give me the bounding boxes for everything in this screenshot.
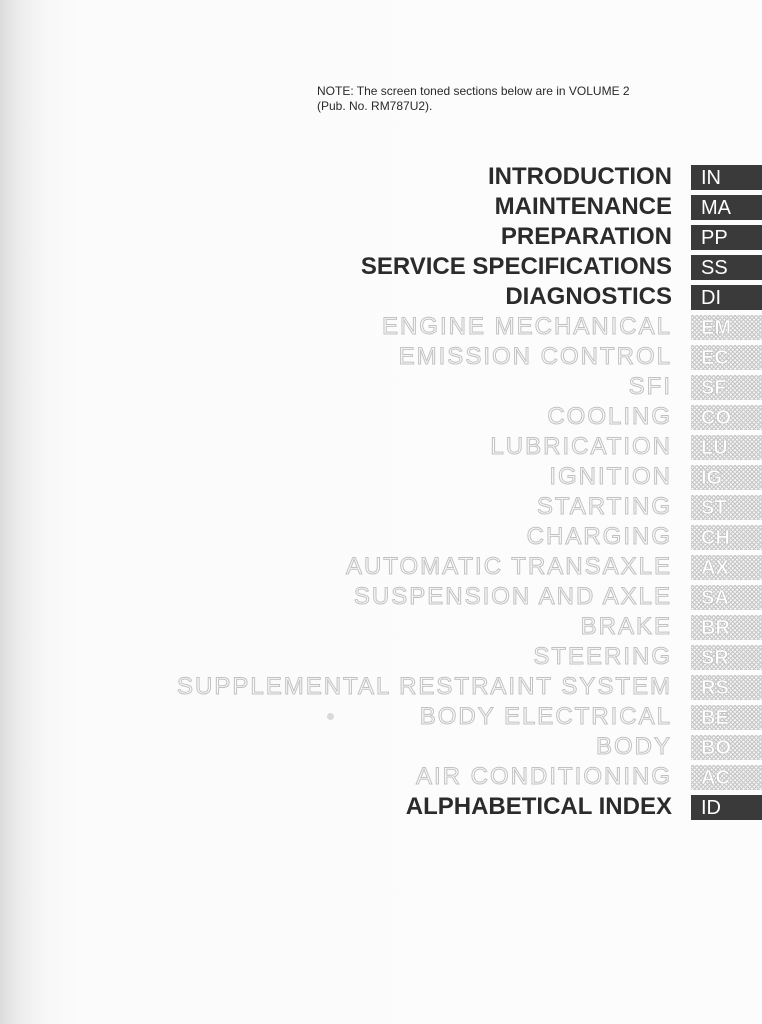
section-tab[interactable]: ID: [691, 795, 762, 820]
section-row-be[interactable]: [0, 702, 762, 732]
section-tab[interactable]: IG: [691, 465, 762, 490]
section-row-ma[interactable]: [0, 192, 762, 222]
section-row-pp[interactable]: [0, 222, 762, 252]
section-title[interactable]: PREPARATION: [500, 223, 672, 250]
section-tab[interactable]: BE: [691, 705, 762, 730]
section-row-in[interactable]: [0, 162, 762, 192]
section-tab[interactable]: BO: [691, 735, 762, 760]
section-title[interactable]: MAINTENANCE: [494, 193, 672, 220]
section-row-ec[interactable]: [0, 342, 762, 372]
section-row-sa[interactable]: [0, 582, 762, 612]
section-title[interactable]: IGNITION: [549, 463, 672, 490]
section-row-di[interactable]: [0, 282, 762, 312]
section-row-ch[interactable]: [0, 522, 762, 552]
section-title[interactable]: SERVICE SPECIFICATIONS: [360, 253, 672, 280]
section-title[interactable]: COOLING: [547, 403, 672, 430]
section-tab[interactable]: SR: [691, 645, 762, 670]
volume-note-line-2: (Pub. No. RM787U2).: [317, 99, 433, 113]
section-tab[interactable]: CO: [691, 405, 762, 430]
section-tab[interactable]: PP: [691, 225, 762, 250]
section-title[interactable]: STARTING: [536, 493, 672, 520]
section-row-em[interactable]: [0, 312, 762, 342]
section-row-br[interactable]: [0, 612, 762, 642]
section-row-ax[interactable]: [0, 552, 762, 582]
section-title[interactable]: INTRODUCTION: [488, 163, 672, 190]
section-row-lu[interactable]: [0, 432, 762, 462]
section-tab[interactable]: LU: [691, 435, 762, 460]
section-tab[interactable]: SF: [691, 375, 762, 400]
section-title[interactable]: EMISSION CONTROL: [398, 343, 672, 370]
section-title[interactable]: AUTOMATIC TRANSAXLE: [345, 553, 672, 580]
section-row-ss[interactable]: [0, 252, 762, 282]
volume-note: [317, 84, 697, 114]
section-title[interactable]: ALPHABETICAL INDEX: [405, 793, 672, 820]
section-row-rs[interactable]: [0, 672, 762, 702]
section-title[interactable]: BRAKE: [580, 613, 672, 640]
section-row-co[interactable]: [0, 402, 762, 432]
section-tab[interactable]: BR: [691, 615, 762, 640]
scan-speck: [327, 713, 334, 720]
section-title[interactable]: DIAGNOSTICS: [505, 283, 672, 310]
section-tab[interactable]: DI: [691, 285, 762, 310]
section-tab[interactable]: CH: [691, 525, 762, 550]
section-index: [0, 162, 762, 822]
section-tab[interactable]: SA: [691, 585, 762, 610]
section-title[interactable]: LUBRICATION: [490, 433, 672, 460]
section-title[interactable]: CHARGING: [526, 523, 672, 550]
section-tab[interactable]: RS: [691, 675, 762, 700]
section-title[interactable]: BODY ELECTRICAL: [419, 703, 672, 730]
section-title[interactable]: STEERING: [533, 643, 672, 670]
section-row-id[interactable]: [0, 792, 762, 822]
section-row-ac[interactable]: [0, 762, 762, 792]
section-tab[interactable]: EM: [691, 315, 762, 340]
section-row-bo[interactable]: [0, 732, 762, 762]
section-row-st[interactable]: [0, 492, 762, 522]
section-title[interactable]: AIR CONDITIONING: [415, 763, 672, 790]
section-row-ig[interactable]: [0, 462, 762, 492]
section-tab[interactable]: AC: [691, 765, 762, 790]
section-row-sf[interactable]: [0, 372, 762, 402]
section-title[interactable]: SFI: [628, 373, 672, 400]
section-tab[interactable]: EC: [691, 345, 762, 370]
section-title[interactable]: SUPPLEMENTAL RESTRAINT SYSTEM: [177, 673, 672, 700]
section-tab[interactable]: MA: [691, 195, 762, 220]
section-tab[interactable]: ST: [691, 495, 762, 520]
section-tab[interactable]: AX: [691, 555, 762, 580]
section-tab[interactable]: IN: [691, 165, 762, 190]
section-row-sr[interactable]: [0, 642, 762, 672]
section-tab[interactable]: SS: [691, 255, 762, 280]
volume-note-line-1: NOTE: The screen toned sections below are in VOLUME 2: [317, 84, 630, 98]
section-title[interactable]: SUSPENSION AND AXLE: [353, 583, 672, 610]
section-title[interactable]: ENGINE MECHANICAL: [381, 313, 672, 340]
section-title[interactable]: BODY: [595, 733, 672, 760]
